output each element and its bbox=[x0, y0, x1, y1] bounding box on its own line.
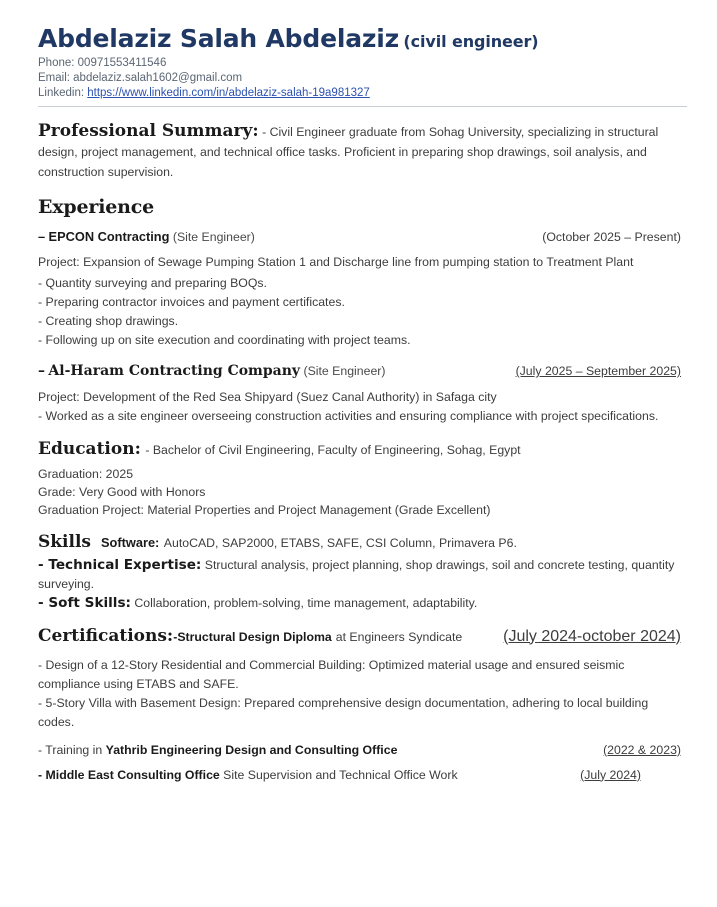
job-company: EPCON Contracting bbox=[48, 229, 170, 245]
skills-technical-value: Structural analysis, project planning, shop drawings, soil and concrete testing, quantity surveying. bbox=[38, 557, 675, 591]
job-bullet: - Worked as a site engineer overseeing construction activities and ensuring compliance with project specifications. bbox=[38, 409, 659, 424]
skills-soft-row bbox=[38, 594, 687, 613]
job-project: Project: Expansion of Sewage Pumping Station 1 and Discharge line from pumping station to Treatment Plant bbox=[38, 255, 634, 270]
section-experience bbox=[38, 196, 687, 426]
education-header-row bbox=[38, 439, 687, 460]
job-period: (July 2025 – September 2025) bbox=[515, 364, 681, 379]
job-bullet: - Following up on site execution and coordinating with project teams. bbox=[38, 333, 411, 348]
job-company: Al-Haram Contracting Company bbox=[48, 363, 301, 380]
skills-soft-label: - Soft Skills: bbox=[38, 594, 131, 611]
education-detail: Graduation Project: Material Properties and Project Management (Grade Excellent) bbox=[38, 502, 491, 517]
certification-main-group bbox=[38, 626, 462, 646]
certification-dash: - bbox=[173, 629, 178, 644]
certifications-header-row bbox=[38, 626, 687, 646]
summary-paragraph bbox=[38, 121, 687, 182]
job-title-group bbox=[38, 229, 255, 244]
certification-period: (July 2024-october 2024) bbox=[503, 627, 681, 645]
training-period: (2022 & 2023) bbox=[603, 742, 681, 757]
job-bullet: - Quantity surveying and preparing BOQs. bbox=[38, 276, 267, 291]
section-education bbox=[38, 439, 687, 518]
section-certifications bbox=[38, 626, 687, 782]
section-professional-summary bbox=[38, 121, 687, 182]
training-title-group bbox=[38, 743, 397, 757]
email-value: abdelaziz.salah1602@gmail.com bbox=[73, 72, 243, 85]
education-detail: Graduation: 2025 bbox=[38, 466, 134, 481]
training-entry bbox=[38, 743, 687, 757]
job-period: (October 2025 – Present) bbox=[542, 230, 681, 245]
job-header-row bbox=[38, 229, 687, 244]
phone-label: Phone: bbox=[38, 57, 75, 70]
training-title-group bbox=[38, 768, 458, 782]
contact-linkedin bbox=[38, 86, 687, 101]
training-suffix: Site Supervision and Technical Office Work bbox=[223, 767, 458, 782]
skills-technical-label: - Technical Expertise: bbox=[38, 556, 202, 573]
certification-project: - Design of a 12-Story Residential and Commercial Building: Optimized material usage and ensured seismic compliance using ETABS and SAFE. bbox=[38, 657, 625, 691]
skills-software-group bbox=[101, 534, 517, 553]
training-prefix: - bbox=[38, 767, 43, 782]
job-role: (Site Engineer) bbox=[303, 364, 386, 379]
skills-header-row bbox=[38, 532, 687, 553]
job-bullet: - Creating shop drawings. bbox=[38, 314, 179, 329]
certifications-heading: Certifications: bbox=[38, 625, 174, 646]
experience-entry bbox=[38, 229, 687, 350]
linkedin-link[interactable]: https://www.linkedin.com/in/abdelaziz-salah-19a981327 bbox=[87, 87, 370, 100]
experience-entry bbox=[38, 363, 687, 426]
section-skills bbox=[38, 532, 687, 613]
job-header-row bbox=[38, 363, 687, 379]
skills-software-value: AutoCAD, SAP2000, ETABS, SAFE, CSI Column, Primavera P6. bbox=[163, 535, 517, 550]
summary-heading: Professional Summary: bbox=[38, 121, 259, 142]
education-detail: Grade: Very Good with Honors bbox=[38, 484, 206, 499]
candidate-job-title: (civil engineer) bbox=[403, 32, 539, 51]
certification-project: - 5-Story Villa with Basement Design: Prepared comprehensive design documentation, adhering to local building codes. bbox=[38, 695, 649, 729]
email-label: Email: bbox=[38, 72, 70, 85]
job-dash: – bbox=[38, 229, 46, 245]
contact-phone bbox=[38, 56, 687, 71]
skills-soft-value: Collaboration, problem-solving, time management, adaptability. bbox=[134, 595, 478, 610]
skills-technical-row bbox=[38, 556, 687, 594]
skills-software-label: Software: bbox=[101, 534, 160, 550]
training-name: Middle East Consulting Office bbox=[45, 767, 220, 782]
resume-header bbox=[38, 26, 687, 107]
training-name: Yathrib Engineering Design and Consulting Office bbox=[105, 742, 398, 757]
certification-issuer: at Engineers Syndicate bbox=[335, 629, 463, 644]
linkedin-label: Linkedin: bbox=[38, 87, 85, 100]
summary-text: - Civil Engineer graduate from Sohag University, specializing in structural design, project management, and technical office tasks. Proficient in preparing shop drawings, soil analysis, and construction supervision. bbox=[38, 125, 659, 180]
education-heading: Education: bbox=[38, 439, 141, 460]
job-project: Project: Development of the Red Sea Shipyard (Suez Canal Authority) in Safaga city bbox=[38, 390, 497, 405]
training-period: (July 2024) bbox=[580, 767, 641, 782]
certification-name: Structural Design Diploma bbox=[177, 629, 332, 644]
training-prefix: - Training in bbox=[38, 742, 103, 757]
education-degree: - Bachelor of Civil Engineering, Faculty of Engineering, Sohag, Egypt bbox=[145, 443, 521, 458]
training-entry bbox=[38, 768, 687, 782]
skills-heading: Skills bbox=[38, 531, 92, 552]
job-title-group bbox=[38, 363, 386, 379]
job-bullet: - Preparing contractor invoices and payment certificates. bbox=[38, 295, 345, 310]
header-name-line bbox=[38, 26, 687, 52]
job-dash: – bbox=[38, 363, 45, 380]
candidate-name: Abdelaziz Salah Abdelaziz bbox=[38, 24, 399, 53]
job-role: (Site Engineer) bbox=[172, 230, 255, 245]
contact-email bbox=[38, 71, 687, 86]
experience-heading: Experience bbox=[38, 196, 154, 219]
header-divider bbox=[38, 106, 687, 107]
phone-value: 00971553411546 bbox=[77, 57, 167, 70]
